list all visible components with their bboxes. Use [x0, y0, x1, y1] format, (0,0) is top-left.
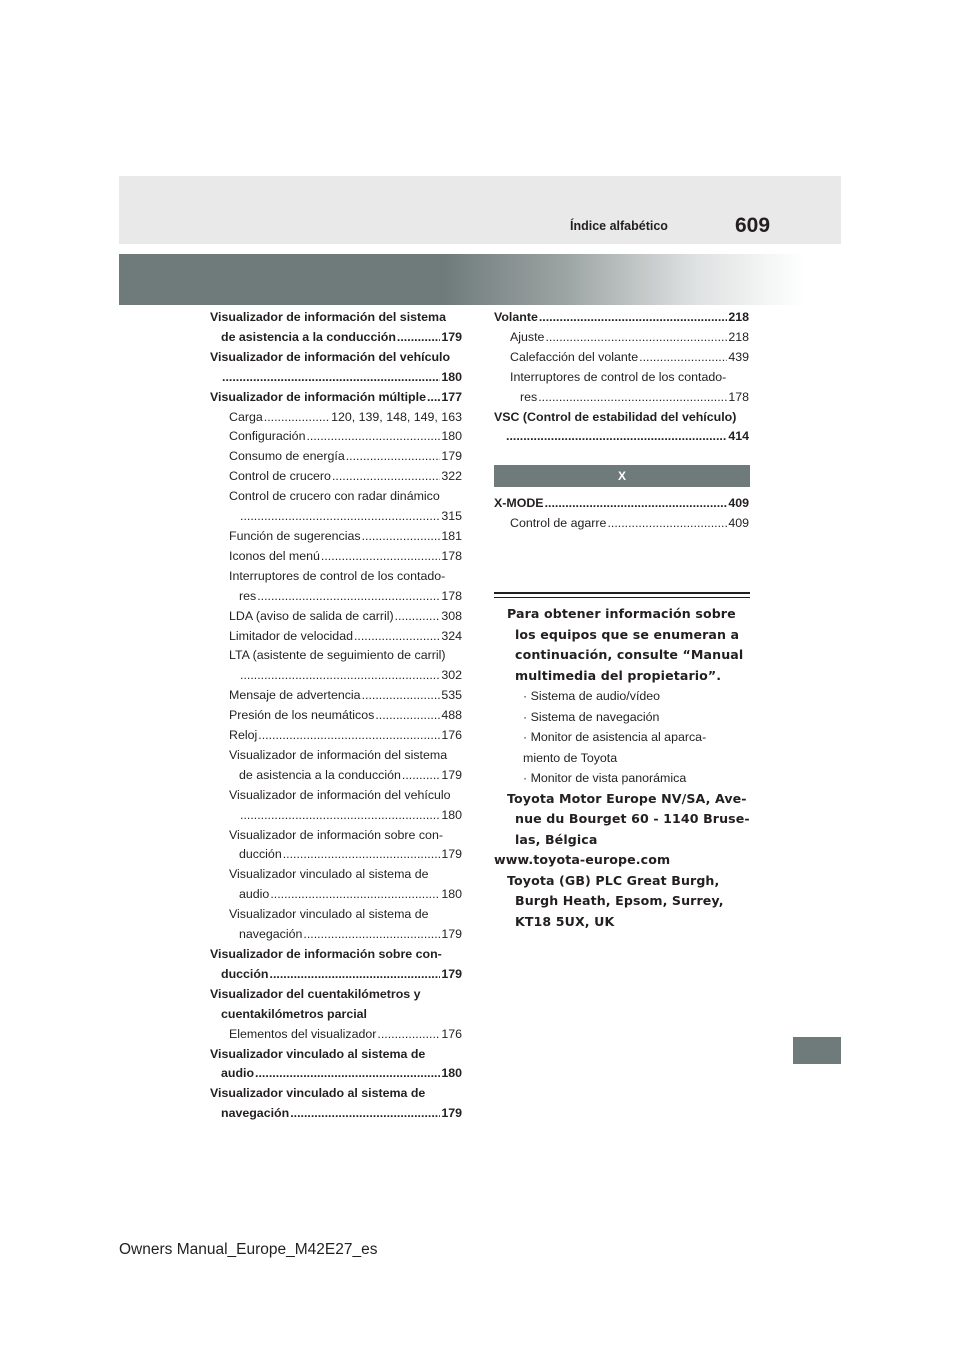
dot-leader [306, 427, 440, 447]
index-entry-page: 178 [441, 548, 462, 563]
index-entry-page: 176 [441, 728, 462, 743]
dot-leader [240, 806, 440, 826]
website-text: www.toyota-europe.com [494, 852, 671, 867]
dot-leader [222, 368, 440, 388]
index-entry-text: Visualizador vinculado al sistema de [210, 1046, 426, 1061]
index-entry [210, 467, 462, 487]
index-entry-text: res [239, 588, 257, 603]
index-entry-text: res [520, 389, 538, 404]
index-entry-page: 120, 139, 148, 149, 163 [331, 409, 462, 424]
index-entry-text: Carga [229, 409, 263, 424]
index-entry [210, 905, 462, 925]
index-entry [494, 308, 749, 328]
uk-address-line: Toyota (GB) PLC Great Burgh, [507, 872, 720, 888]
index-entry [494, 494, 749, 514]
index-entry-text: Calefacción del volante [510, 349, 639, 364]
dot-leader [321, 547, 440, 567]
index-entry [210, 766, 462, 786]
index-entry-page: 181 [441, 528, 462, 543]
index-entry-text: Visualizador de información del sistema [229, 747, 448, 762]
index-column-right-x [494, 494, 749, 534]
index-entry-text: Visualizador de información del vehículo [229, 787, 451, 802]
gradient-band [119, 254, 841, 305]
index-entry-text: de asistencia a la conducción [221, 329, 396, 344]
index-entry [210, 925, 462, 945]
index-entry [210, 686, 462, 706]
index-entry-page: 179 [441, 847, 462, 862]
index-entry-page: 178 [441, 588, 462, 603]
index-entry-page: 409 [728, 515, 749, 530]
dot-leader [354, 627, 440, 647]
dot-leader [270, 965, 441, 985]
index-entry-text: Control de agarre [510, 515, 607, 530]
index-entry [494, 388, 749, 408]
uk-address-line: KT18 5UX, UK [515, 913, 615, 929]
index-entry-text: Visualizador de información sobre con- [229, 827, 443, 842]
index-entry-text: audio [221, 1066, 255, 1081]
footer-text: Owners Manual_Europe_M42E27_es [119, 1241, 378, 1258]
index-column-left [210, 308, 462, 1124]
dot-leader [240, 507, 440, 527]
index-entry [210, 328, 462, 348]
index-entry [210, 786, 462, 806]
index-entry-text: Configuración [229, 429, 306, 444]
dot-leader [375, 706, 440, 726]
index-entry [210, 547, 462, 567]
dot-leader [346, 447, 441, 467]
index-entry [210, 726, 462, 746]
index-entry [210, 945, 462, 965]
dot-leader [397, 328, 440, 348]
info-block [494, 604, 757, 932]
dot-leader [283, 845, 441, 865]
index-entry [210, 527, 462, 547]
index-entry [494, 514, 749, 534]
index-entry-text: Interruptores de control de los contado- [229, 568, 446, 583]
index-entry-page: 180 [441, 887, 462, 902]
dot-leader [427, 388, 440, 408]
index-entry [210, 507, 462, 527]
info-item: · Monitor de vista panorámica [523, 771, 687, 785]
index-entry [210, 627, 462, 647]
dot-leader [240, 666, 440, 686]
index-entry-text: Control de crucero con radar dinámico [229, 489, 440, 504]
index-entry-page: 535 [441, 688, 462, 703]
index-entry [210, 408, 462, 428]
index-entry-text: Visualizador de información sobre con- [210, 947, 442, 961]
index-column-right [494, 308, 749, 447]
index-entry [210, 1005, 462, 1025]
index-entry [210, 447, 462, 467]
index-entry-text: Volante [494, 310, 538, 324]
dot-leader [303, 925, 440, 945]
dot-leader [258, 726, 440, 746]
index-entry-page: 179 [441, 767, 462, 782]
index-entry [494, 328, 749, 348]
index-entry-text: de asistencia a la conducción [239, 767, 401, 782]
address-line: Toyota Motor Europe NV/SA, Ave- [507, 790, 747, 806]
index-entry [210, 607, 462, 627]
index-entry-text: ducción [239, 847, 282, 862]
info-item: · Sistema de audio/vídeo [523, 689, 661, 703]
index-entry-text: navegación [221, 1106, 290, 1121]
dot-leader [270, 885, 440, 905]
index-entry-text: Presión de los neumáticos [229, 708, 375, 723]
index-entry-text: Visualizador de información del sistema [210, 310, 446, 324]
info-item: · Sistema de navegación [523, 709, 660, 724]
index-entry-page: 414 [728, 429, 749, 444]
info-heading-line: multimedia del propietario”. [515, 667, 722, 683]
index-entry [494, 348, 749, 368]
info-heading-line: Para obtener información sobre [507, 606, 736, 621]
index-entry-page: 180 [441, 807, 462, 822]
index-entry-text: LTA (asistente de seguimiento de carril) [229, 648, 446, 663]
index-entry-text: Elementos del visualizador [229, 1026, 377, 1041]
info-item: miento de Toyota [523, 750, 618, 765]
index-entry [210, 1084, 462, 1104]
dot-leader [607, 514, 727, 534]
dot-leader [264, 408, 330, 428]
index-entry-page: 180 [441, 369, 462, 384]
index-entry-page: 324 [441, 628, 462, 643]
index-entry-page: 176 [441, 1026, 462, 1041]
index-entry-page: 178 [728, 389, 749, 404]
index-entry-text: Mensaje de advertencia [229, 688, 361, 703]
section-title: Índice alfabético [570, 219, 668, 233]
index-entry-text: Control de crucero [229, 469, 331, 484]
index-entry [210, 845, 462, 865]
index-entry-text: cuentakilómetros parcial [221, 1006, 367, 1021]
index-entry-text: Visualizador vinculado al sistema de [229, 867, 429, 882]
letter-section-header: X [494, 465, 750, 487]
index-entry-page: 488 [441, 708, 462, 723]
index-entry-text: Visualizador vinculado al sistema de [210, 1086, 426, 1101]
index-entry [210, 348, 462, 368]
index-entry [210, 427, 462, 447]
index-entry-text: Visualizador del cuentakilómetros y [210, 986, 421, 1001]
address-line: nue du Bourget 60 - 1140 Bruse- [515, 811, 750, 826]
info-item: · Monitor de asistencia al aparca- [523, 730, 707, 744]
index-entry-page: 409 [728, 496, 749, 510]
index-entry [210, 1025, 462, 1045]
dot-leader [545, 328, 727, 348]
index-entry-page: 315 [441, 509, 462, 524]
index-entry-text: X-MODE [494, 496, 544, 510]
dot-leader [506, 427, 727, 447]
dot-leader [290, 1104, 440, 1124]
index-entry-text: audio [239, 887, 270, 902]
index-entry [210, 368, 462, 388]
index-entry [210, 1064, 462, 1084]
index-entry [494, 427, 749, 447]
index-entry-page: 218 [728, 310, 749, 324]
index-entry [210, 885, 462, 905]
index-entry-text: Iconos del menú [229, 548, 320, 563]
index-entry [210, 806, 462, 826]
index-entry-text: Función de sugerencias [229, 528, 361, 543]
dot-leader [377, 1025, 440, 1045]
index-entry [210, 567, 462, 587]
index-entry-page: 218 [728, 329, 749, 344]
dot-leader [402, 766, 440, 786]
index-entry [210, 666, 462, 686]
index-entry-text: navegación [239, 927, 303, 942]
header-band [119, 176, 841, 244]
index-entry-text: Visualizador vinculado al sistema de [229, 907, 429, 922]
index-entry [210, 865, 462, 885]
dot-leader [395, 607, 441, 627]
page-number: 609 [735, 214, 771, 237]
uk-address-line: Burgh Heath, Epsom, Surrey, [515, 893, 724, 908]
index-entry [210, 746, 462, 766]
dot-leader [362, 686, 441, 706]
dot-leader [538, 388, 727, 408]
info-heading-line: los equipos que se enumeran a [515, 626, 740, 642]
index-entry-text: Limitador de velocidad [229, 628, 353, 643]
index-entry-text: VSC (Control de estabilidad del vehículo) [494, 409, 737, 424]
index-entry-text: LDA (aviso de salida de carril) [229, 608, 394, 623]
dot-leader [257, 587, 440, 607]
index-entry-text: Consumo de energía [229, 449, 345, 464]
thumb-index-tab [793, 1037, 841, 1064]
address-line: las, Bélgica [515, 831, 598, 847]
index-entry-text: Visualizador de información múltiple [210, 389, 426, 404]
dot-leader [539, 308, 727, 328]
index-entry-page: 180 [441, 429, 462, 444]
divider-rule-thin [494, 597, 750, 598]
index-entry [494, 408, 749, 428]
index-entry-page: 322 [441, 469, 462, 484]
index-entry [210, 388, 462, 408]
dot-leader [332, 467, 440, 487]
index-entry [494, 368, 749, 388]
index-entry-page: 179 [441, 449, 462, 464]
info-heading-line: continuación, consulte “Manual [515, 647, 744, 662]
dot-leader [362, 527, 441, 547]
index-entry-page: 308 [441, 608, 462, 623]
dot-leader [545, 494, 728, 514]
index-entry [210, 706, 462, 726]
index-entry-page: 179 [441, 1106, 462, 1121]
index-entry-page: 180 [441, 1066, 462, 1081]
index-entry [210, 308, 462, 328]
index-entry-page: 177 [441, 389, 462, 404]
index-entry-text: Reloj [229, 728, 258, 743]
index-entry-page: 179 [441, 927, 462, 942]
divider-rule-thick [494, 592, 750, 594]
index-entry-text: Interruptores de control de los contado- [510, 369, 727, 384]
index-entry [210, 985, 462, 1005]
index-entry-text: Ajuste [510, 329, 545, 344]
index-entry-page: 179 [441, 329, 462, 344]
index-entry [210, 587, 462, 607]
index-entry-text: Visualizador de información del vehículo [210, 349, 451, 364]
index-entry-page: 439 [728, 349, 749, 364]
index-entry-page: 179 [441, 966, 462, 981]
index-entry [210, 487, 462, 507]
index-entry-text: ducción [221, 966, 269, 981]
index-entry [210, 965, 462, 985]
index-entry-page: 302 [441, 668, 462, 683]
index-entry [210, 1104, 462, 1124]
dot-leader [255, 1064, 440, 1084]
index-entry [210, 646, 462, 666]
index-entry [210, 826, 462, 846]
dot-leader [639, 348, 727, 368]
index-entry [210, 1045, 462, 1065]
